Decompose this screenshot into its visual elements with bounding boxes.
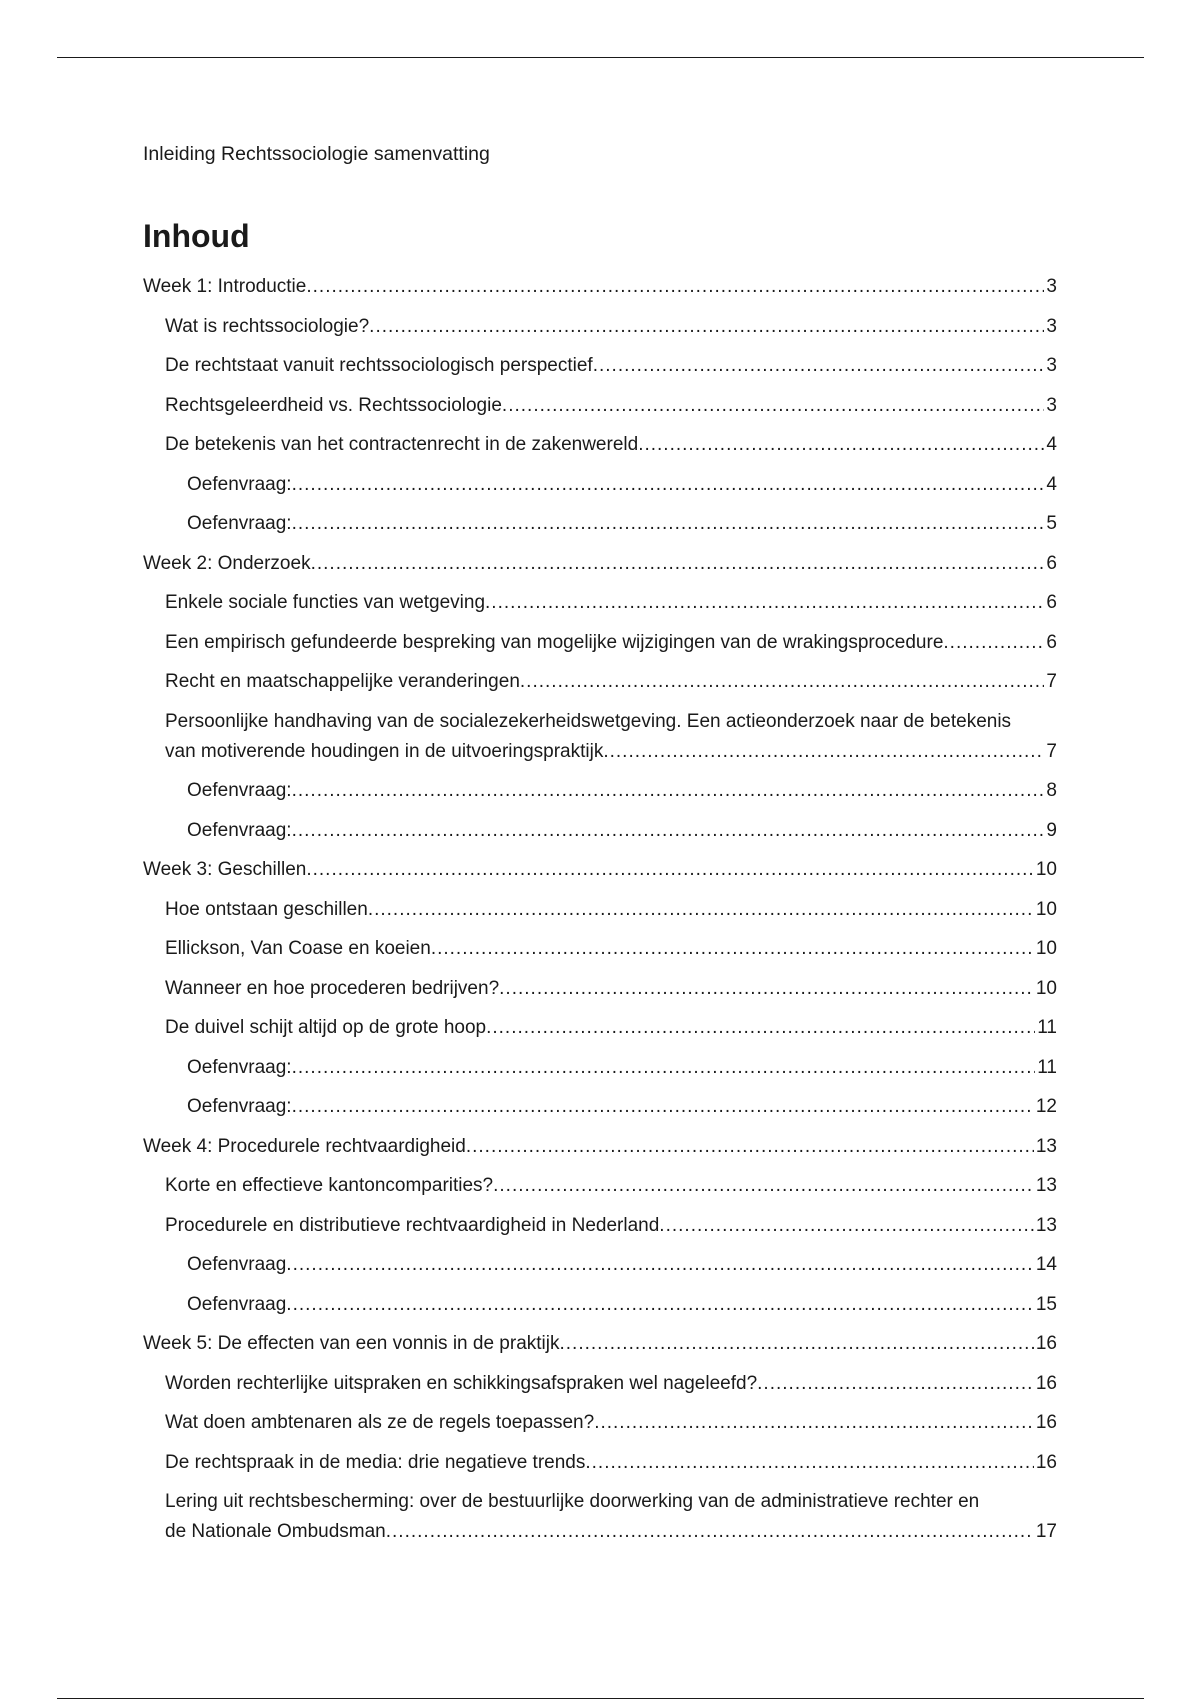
toc-entry[interactable] [143,312,1057,342]
toc-entry-label: Enkele sociale functies van wetgeving [165,592,486,613]
toc-entry-label: Wanneer en hoe procederen bedrijven? [165,977,500,999]
dot-leader [943,628,1044,658]
toc-entry-page-number: 13 [1035,1135,1057,1157]
toc-entry-page-number: 8 [1046,780,1057,801]
toc-entry-row [143,549,1057,579]
toc-entry-page-number: 4 [1046,473,1057,495]
toc-entry[interactable] [143,855,1057,885]
toc-entry[interactable] [143,667,1057,697]
toc-entry-page-number: 12 [1035,1096,1057,1117]
dot-leader [493,1171,1034,1201]
toc-entry-label: Oefenvraag: [187,473,292,495]
toc-entry-label: Oefenvraag: [187,1056,292,1078]
toc-entry[interactable] [143,1053,1057,1083]
toc-entry-row [187,509,1057,539]
footer-rule [57,1698,1144,1699]
toc-entry-label: Oefenvraag: [187,1096,292,1117]
toc-entry-page-number: 3 [1046,276,1057,297]
toc-entry-label-line: Persoonlijke handhaving van de socialezekerheidswetgeving. Een actieonderzoek naar de betekenis [165,710,1012,732]
toc-entry-label: Week 2: Onderzoek [143,552,311,574]
table-of-contents [143,272,1057,1557]
dot-leader [757,1369,1034,1399]
toc-entry[interactable] [143,1369,1057,1399]
toc-entry-row [165,391,1057,421]
dot-leader [499,974,1034,1004]
toc-entry-label: De betekenis van het contractenrecht in de zakenwereld [165,434,639,455]
toc-entry-label: Wat is rechtssociologie? [165,315,370,337]
toc-entry-label: De rechtspraak in de media: drie negatieve trends [165,1451,586,1473]
toc-entry-row [187,1092,1057,1122]
toc-entry[interactable] [143,351,1057,381]
dot-leader [486,1013,1035,1043]
toc-entry-page-number: 6 [1046,552,1057,574]
toc-entry-row [165,351,1057,381]
toc-entry-page-number: 11 [1037,1056,1057,1078]
toc-entry-row [165,667,1057,697]
toc-entry-label: Week 5: De effecten van een vonnis in de praktijk [143,1333,560,1354]
toc-entry[interactable] [143,776,1057,806]
dot-leader [368,895,1034,925]
dot-leader [286,1250,1034,1280]
toc-entry-row [165,588,1057,618]
toc-entry-row [187,816,1057,846]
toc-entry[interactable] [143,1487,1057,1547]
toc-entry-row [165,1013,1057,1043]
toc-entry[interactable] [143,974,1057,1004]
dot-leader [431,934,1034,964]
toc-entry-row [187,1250,1057,1280]
toc-entry[interactable] [143,1408,1057,1438]
toc-entry-page-number: 10 [1035,898,1057,920]
dot-leader [292,509,1045,539]
toc-entry-page-number: 3 [1046,355,1057,376]
toc-entry-label: de Nationale Ombudsman [165,1521,386,1542]
toc-entry-row [143,1132,1057,1162]
toc-entry[interactable] [143,1132,1057,1162]
toc-entry-page-number: 3 [1046,315,1057,337]
dot-leader [286,1290,1034,1320]
toc-entry-label: De rechtstaat vanuit rechtssociologisch perspectief [165,355,593,376]
toc-entry-row [187,1290,1057,1320]
dot-leader [292,816,1045,846]
toc-entry-page-number: 11 [1037,1017,1057,1038]
toc-entry-row [165,312,1057,342]
dot-leader [502,391,1045,421]
toc-entry[interactable] [143,934,1057,964]
dot-leader [292,776,1045,806]
toc-entry-page-number: 16 [1035,1372,1057,1394]
toc-entry-label: Procedurele en distributieve rechtvaardigheid in Nederland [165,1214,660,1236]
toc-entry-label: Wat doen ambtenaren als ze de regels toepassen? [165,1412,595,1433]
dot-leader [292,1092,1034,1122]
toc-entry-page-number: 6 [1046,631,1057,653]
toc-entry[interactable] [143,895,1057,925]
toc-entry[interactable] [143,391,1057,421]
toc-entry-row [143,272,1057,302]
dot-leader [585,1448,1034,1478]
toc-entry[interactable] [143,470,1057,500]
dot-leader [560,1329,1034,1359]
toc-entry-row [165,974,1057,1004]
toc-entry[interactable] [143,430,1057,460]
toc-entry-page-number: 15 [1035,1293,1057,1315]
toc-entry-page-number: 4 [1046,434,1057,455]
toc-entry-page-number: 14 [1035,1254,1057,1275]
dot-leader [659,1211,1034,1241]
toc-entry-row [165,895,1057,925]
dot-leader [593,351,1045,381]
dot-leader [292,1053,1036,1083]
toc-entry[interactable] [143,549,1057,579]
toc-entry-row [143,1329,1057,1359]
toc-entry-row [165,1171,1057,1201]
toc-entry[interactable] [143,628,1057,658]
toc-entry[interactable] [143,272,1057,302]
toc-entry[interactable] [143,1250,1057,1280]
toc-entry-label: Een empirisch gefundeerde bespreking van mogelijke wijzigingen van de wrakingsprocedure [165,631,944,653]
toc-entry-label: Oefenvraag: [187,819,292,841]
toc-entry-row [165,1408,1057,1438]
dot-leader [603,737,1044,767]
header-rule [57,57,1144,58]
toc-entry[interactable] [143,1013,1057,1043]
dot-leader [306,272,1044,302]
toc-entry[interactable] [143,1211,1057,1241]
toc-entry[interactable] [143,816,1057,846]
toc-entry-page-number: 13 [1035,1214,1057,1236]
dot-leader [292,470,1045,500]
toc-heading: Inhoud [143,218,250,254]
toc-entry-row [165,628,1057,658]
toc-entry[interactable] [143,509,1057,539]
toc-entry-page-number: 16 [1035,1412,1057,1433]
toc-entry-label: Recht en maatschappelijke veranderingen [165,671,520,692]
dot-leader [485,588,1044,618]
toc-entry-row [187,1053,1057,1083]
toc-entry-row [165,1211,1057,1241]
toc-entry[interactable] [143,1171,1057,1201]
toc-entry-page-number: 17 [1035,1521,1057,1542]
toc-entry-label: Hoe ontstaan geschillen [165,898,368,920]
toc-entry[interactable] [143,588,1057,618]
toc-entry-page-number: 10 [1035,977,1057,999]
toc-entry-page-number: 16 [1035,1333,1057,1354]
toc-entry-label: Rechtsgeleerdheid vs. Rechtssociologie [165,394,502,416]
toc-entry-label: Week 1: Introductie [143,276,307,297]
document-title: Inleiding Rechtssociologie samenvatting [143,143,490,165]
dot-leader [594,1408,1034,1438]
toc-entry-label: Week 3: Geschillen [143,859,307,880]
toc-entry-label: Oefenvraag: [187,780,292,801]
toc-entry-label: van motiverende houdingen in de uitvoeringspraktijk [165,740,604,762]
toc-entry-page-number: 9 [1046,819,1057,841]
toc-entry-page-number: 13 [1035,1175,1057,1196]
dot-leader [306,855,1034,885]
toc-entry-page-number: 3 [1046,394,1057,416]
toc-entry[interactable] [143,707,1057,767]
dot-leader [520,667,1045,697]
dot-leader [311,549,1045,579]
toc-entry-label-line: Lering uit rechtsbescherming: over de bestuurlijke doorwerking van de administratieve rechter en [165,1491,980,1512]
toc-entry-page-number: 6 [1046,592,1057,613]
toc-entry-page-number: 10 [1035,859,1057,880]
dot-leader [386,1517,1034,1547]
toc-entry-label: Week 4: Procedurele rechtvaardigheid [143,1135,466,1157]
toc-entry-page-number: 10 [1035,938,1057,959]
dot-leader [466,1132,1034,1162]
toc-entry-page-number: 16 [1035,1451,1057,1473]
toc-entry[interactable] [143,1329,1057,1359]
toc-entry-label: Oefenvraag [187,1254,287,1275]
toc-entry[interactable] [143,1092,1057,1122]
toc-entry-page-number: 7 [1046,740,1057,762]
toc-entry[interactable] [143,1290,1057,1320]
toc-entry-label: Oefenvraag [187,1293,287,1315]
toc-entry-row [143,855,1057,885]
toc-entry-row [165,1369,1057,1399]
dot-leader [638,430,1044,460]
toc-entry-page-number: 5 [1046,513,1057,534]
toc-entry-row [165,934,1057,964]
toc-entry-label: Worden rechterlijke uitspraken en schikkingsafspraken wel nageleefd? [165,1372,758,1394]
toc-entry[interactable] [143,1448,1057,1478]
toc-entry-label: Oefenvraag: [187,513,292,534]
toc-entry-row [187,470,1057,500]
toc-entry-row [187,776,1057,806]
toc-entry-label: Korte en effectieve kantoncomparities? [165,1175,494,1196]
toc-entry-label: Ellickson, Van Coase en koeien [165,938,431,959]
dot-leader [369,312,1044,342]
toc-entry-page-number: 7 [1046,671,1057,692]
toc-entry-label: De duivel schijt altijd op de grote hoop [165,1017,487,1038]
toc-entry-row [165,1448,1057,1478]
toc-entry-row [165,1517,1057,1547]
toc-entry-row [165,430,1057,460]
toc-entry-row [165,737,1057,767]
